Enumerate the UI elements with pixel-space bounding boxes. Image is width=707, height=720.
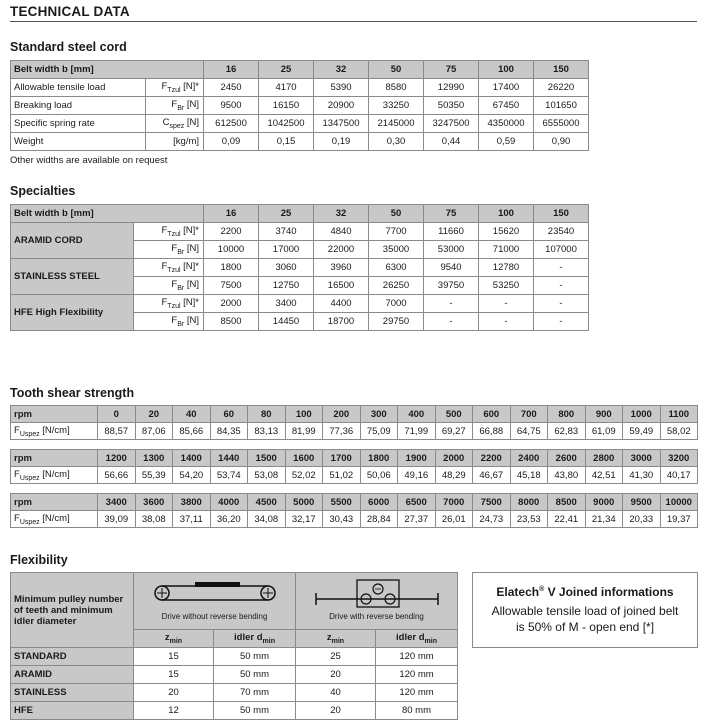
value-cell: 15620 [479, 223, 534, 241]
force-value: 81,99 [285, 423, 323, 440]
rpm-value: 10000 [660, 494, 698, 511]
value-cell: 39750 [424, 277, 479, 295]
force-value: 22,41 [548, 511, 586, 528]
rpm-value: 8500 [548, 494, 586, 511]
drive-without-reverse-label: Drive without reverse bending [161, 612, 268, 621]
value-cell: 20900 [314, 97, 369, 115]
value-cell: 16500 [314, 277, 369, 295]
value-cell: 2450 [204, 79, 259, 97]
joined-info-line2: is 50% of M - open end [*] [515, 620, 655, 634]
force-value: 53,74 [210, 467, 248, 484]
drive-without-reverse-cell [134, 573, 296, 630]
rpm-value: 800 [548, 406, 586, 423]
belt-width-label: Belt width b [mm] [11, 205, 204, 223]
force-value: 66,88 [473, 423, 511, 440]
rpm-label: rpm [11, 450, 98, 467]
force-value: 45,18 [510, 467, 548, 484]
force-value: 56,66 [98, 467, 136, 484]
force-value: 85,66 [173, 423, 211, 440]
value-cell: 1042500 [259, 115, 314, 133]
value-cell: 17000 [259, 241, 314, 259]
rpm-value: 3800 [173, 494, 211, 511]
flex-value: 40 [296, 684, 376, 702]
flex-row [11, 648, 458, 666]
rpm-value: 6000 [360, 494, 398, 511]
width-header: 75 [424, 61, 479, 79]
flex-header-label: Minimum pulley number of teeth and minimum idler diameter [11, 573, 134, 648]
force-value: 58,02 [660, 423, 698, 440]
force-value: 55,39 [135, 467, 173, 484]
force-value: 54,20 [173, 467, 211, 484]
force-value: 46,67 [473, 467, 511, 484]
rpm-value: 1400 [173, 450, 211, 467]
force-value: 48,29 [435, 467, 473, 484]
flex-value: 50 mm [214, 702, 296, 720]
force-value: 26,01 [435, 511, 473, 528]
flex-value: 12 [134, 702, 214, 720]
rpm-value: 1440 [210, 450, 248, 467]
flex-value: 120 mm [376, 666, 458, 684]
value-cell: 14450 [259, 313, 314, 331]
rpm-value: 1200 [98, 450, 136, 467]
force-value: 43,80 [548, 467, 586, 484]
value-cell: 9500 [204, 97, 259, 115]
symbol-cell: $F_{Tzul}$ [N]* [134, 295, 204, 313]
value-cell: 2145000 [369, 115, 424, 133]
symbol-cell: $F_{Br}$ [N] [134, 277, 204, 295]
flex-drawing-row [11, 573, 458, 630]
rpm-row [11, 494, 698, 511]
rpm-value: 9500 [623, 494, 661, 511]
rpm-value: 3400 [98, 494, 136, 511]
force-value: 52,02 [285, 467, 323, 484]
force-value: 59,49 [623, 423, 661, 440]
value-cell: 0,15 [259, 133, 314, 151]
value-cell: 8580 [369, 79, 424, 97]
width-header: 75 [424, 205, 479, 223]
specialties-section-title: Specialties [10, 184, 76, 198]
dmin-header: idler $d_{min}$ [376, 630, 458, 648]
belt-type-label: ARAMID [11, 666, 134, 684]
rpm-value: 7000 [435, 494, 473, 511]
property-label: Breaking load [11, 97, 146, 115]
specialty-row [11, 259, 589, 277]
rpm-label: rpm [11, 406, 98, 423]
force-label: $F_{Uspez}$ [N/cm] [11, 467, 98, 484]
value-cell: 22000 [314, 241, 369, 259]
rpm-label: rpm [11, 494, 98, 511]
force-value: 19,37 [660, 511, 698, 528]
force-row [11, 423, 698, 440]
value-cell: 3740 [259, 223, 314, 241]
force-value: 27,37 [398, 511, 436, 528]
specialties-header-row [11, 205, 589, 223]
rpm-value: 7500 [473, 494, 511, 511]
steel-table [10, 60, 589, 151]
force-row [11, 511, 698, 528]
force-value: 62,83 [548, 423, 586, 440]
value-cell: 7000 [369, 295, 424, 313]
rpm-value: 3600 [135, 494, 173, 511]
width-header: 50 [369, 205, 424, 223]
rpm-value: 2800 [585, 450, 623, 467]
value-cell: 12750 [259, 277, 314, 295]
specialty-row [11, 295, 589, 313]
rpm-value: 1600 [285, 450, 323, 467]
value-cell: 3400 [259, 295, 314, 313]
width-header: 25 [259, 205, 314, 223]
force-value: 20,33 [623, 511, 661, 528]
rpm-value: 20 [135, 406, 173, 423]
flex-value: 20 [134, 684, 214, 702]
value-cell: 107000 [534, 241, 589, 259]
rpm-value: 2600 [548, 450, 586, 467]
value-cell: 2000 [204, 295, 259, 313]
value-cell: - [534, 277, 589, 295]
value-cell: 2200 [204, 223, 259, 241]
flex-value: 15 [134, 666, 214, 684]
steel-note: Other widths are available on request [10, 155, 168, 166]
value-cell: 6555000 [534, 115, 589, 133]
value-cell: 6300 [369, 259, 424, 277]
symbol-cell: $F_{Br}$ [N] [146, 97, 204, 115]
force-value: 39,09 [98, 511, 136, 528]
value-cell: 1347500 [314, 115, 369, 133]
rpm-value: 3000 [623, 450, 661, 467]
rpm-value: 100 [285, 406, 323, 423]
value-cell: 7700 [369, 223, 424, 241]
force-value: 88,57 [98, 423, 136, 440]
rpm-value: 40 [173, 406, 211, 423]
flex-row [11, 702, 458, 720]
flex-value: 120 mm [376, 684, 458, 702]
zmin-header: $z_{min}$ [134, 630, 214, 648]
rpm-value: 5000 [285, 494, 323, 511]
value-cell: 50350 [424, 97, 479, 115]
rpm-value: 1100 [660, 406, 698, 423]
tooth-block [10, 493, 698, 528]
value-cell: 16150 [259, 97, 314, 115]
rpm-value: 2000 [435, 450, 473, 467]
property-label: Weight [11, 133, 146, 151]
property-label: Allowable tensile load [11, 79, 146, 97]
value-cell: 4840 [314, 223, 369, 241]
specialty-name: STAINLESS STEEL [11, 259, 134, 295]
force-value: 83,13 [248, 423, 286, 440]
width-header: 150 [534, 205, 589, 223]
value-cell: 26220 [534, 79, 589, 97]
flex-value: 20 [296, 666, 376, 684]
joined-info-line1: Allowable tensile load of joined belt [491, 604, 679, 618]
value-cell: 26250 [369, 277, 424, 295]
steel-row [11, 133, 589, 151]
force-value: 30,43 [323, 511, 361, 528]
value-cell: 3960 [314, 259, 369, 277]
rpm-value: 6500 [398, 494, 436, 511]
specialty-name: HFE High Flexibility [11, 295, 134, 331]
flex-section-title: Flexibility [10, 553, 68, 567]
force-value: 40,17 [660, 467, 698, 484]
width-header: 25 [259, 61, 314, 79]
rpm-value: 1900 [398, 450, 436, 467]
belt-type-label: STAINLESS [11, 684, 134, 702]
force-value: 75,09 [360, 423, 398, 440]
rpm-value: 4500 [248, 494, 286, 511]
force-value: 71,99 [398, 423, 436, 440]
width-header: 16 [204, 61, 259, 79]
value-cell: 0,90 [534, 133, 589, 151]
value-cell: 18700 [314, 313, 369, 331]
steel-section-title: Standard steel cord [10, 40, 127, 54]
value-cell: - [424, 295, 479, 313]
drive-with-reverse-cell [296, 573, 458, 630]
rpm-value: 1500 [248, 450, 286, 467]
rpm-value: 700 [510, 406, 548, 423]
value-cell: 612500 [204, 115, 259, 133]
value-cell: 0,30 [369, 133, 424, 151]
drive-with-reverse-label: Drive with reverse bending [329, 612, 424, 621]
force-value: 37,11 [173, 511, 211, 528]
title-divider [10, 21, 697, 22]
rpm-row [11, 450, 698, 467]
rpm-value: 80 [248, 406, 286, 423]
joined-info-title: Elatech® V Joined informations [496, 585, 674, 599]
value-cell: 17400 [479, 79, 534, 97]
rpm-value: 1700 [323, 450, 361, 467]
value-cell: 33250 [369, 97, 424, 115]
force-value: 64,75 [510, 423, 548, 440]
value-cell: 0,59 [479, 133, 534, 151]
width-header: 100 [479, 61, 534, 79]
flex-row [11, 666, 458, 684]
flex-value: 50 mm [214, 648, 296, 666]
page-title: TECHNICAL DATA [10, 4, 130, 19]
symbol-cell: $F_{Br}$ [N] [134, 313, 204, 331]
value-cell: 23540 [534, 223, 589, 241]
width-header: 32 [314, 61, 369, 79]
value-cell: - [534, 313, 589, 331]
rpm-value: 200 [323, 406, 361, 423]
rpm-value: 300 [360, 406, 398, 423]
flex-value: 25 [296, 648, 376, 666]
drive-with-reverse-icon [302, 577, 452, 611]
specialty-row [11, 223, 589, 241]
value-cell: 3060 [259, 259, 314, 277]
width-header: 16 [204, 205, 259, 223]
force-value: 38,08 [135, 511, 173, 528]
force-value: 23,53 [510, 511, 548, 528]
flex-value: 80 mm [376, 702, 458, 720]
rpm-value: 900 [585, 406, 623, 423]
force-value: 42,51 [585, 467, 623, 484]
drive-without-reverse-icon [140, 577, 290, 611]
steel-row [11, 79, 589, 97]
value-cell: 7500 [204, 277, 259, 295]
value-cell: 12780 [479, 259, 534, 277]
value-cell: 53000 [424, 241, 479, 259]
force-value: 51,02 [323, 467, 361, 484]
rpm-row [11, 406, 698, 423]
tooth-section-title: Tooth shear strength [10, 386, 135, 400]
flex-row [11, 684, 458, 702]
flex-value: 70 mm [214, 684, 296, 702]
steel-header-row [11, 61, 589, 79]
value-cell: 4170 [259, 79, 314, 97]
symbol-cell: $F_{Tzul}$ [N]* [134, 223, 204, 241]
rpm-value: 1800 [360, 450, 398, 467]
value-cell: 8500 [204, 313, 259, 331]
flex-value: 20 [296, 702, 376, 720]
tooth-block [10, 449, 698, 484]
value-cell: 11660 [424, 223, 479, 241]
force-value: 69,27 [435, 423, 473, 440]
value-cell: - [534, 259, 589, 277]
width-header: 100 [479, 205, 534, 223]
rpm-value: 8000 [510, 494, 548, 511]
force-value: 49,16 [398, 467, 436, 484]
steel-row [11, 115, 589, 133]
force-value: 24,73 [473, 511, 511, 528]
belt-type-label: STANDARD [11, 648, 134, 666]
rpm-value: 60 [210, 406, 248, 423]
value-cell: 0,19 [314, 133, 369, 151]
flex-value: 120 mm [376, 648, 458, 666]
value-cell: - [479, 313, 534, 331]
zmin-header: $z_{min}$ [296, 630, 376, 648]
value-cell: 0,44 [424, 133, 479, 151]
value-cell: 9540 [424, 259, 479, 277]
force-value: 28,84 [360, 511, 398, 528]
specialty-name: ARAMID CORD [11, 223, 134, 259]
width-header: 150 [534, 61, 589, 79]
value-cell: - [479, 295, 534, 313]
rpm-value: 5500 [323, 494, 361, 511]
symbol-cell: $F_{Br}$ [N] [134, 241, 204, 259]
joined-info-box [472, 572, 698, 648]
property-label: Specific spring rate [11, 115, 146, 133]
belt-type-label: HFE [11, 702, 134, 720]
rpm-value: 2400 [510, 450, 548, 467]
flex-table [10, 572, 458, 720]
symbol-cell: $F_{Tzul}$ [N]* [146, 79, 204, 97]
force-label: $F_{Uspez}$ [N/cm] [11, 423, 98, 440]
rpm-value: 1300 [135, 450, 173, 467]
belt-width-label: Belt width b [mm] [11, 61, 204, 79]
force-label: $F_{Uspez}$ [N/cm] [11, 511, 98, 528]
rpm-value: 500 [435, 406, 473, 423]
force-value: 41,30 [623, 467, 661, 484]
symbol-cell: $F_{Tzul}$ [N]* [134, 259, 204, 277]
specialties-table [10, 204, 589, 331]
value-cell: 4350000 [479, 115, 534, 133]
symbol-cell: [kg/m] [146, 133, 204, 151]
value-cell: 1800 [204, 259, 259, 277]
rpm-value: 1000 [623, 406, 661, 423]
value-cell: 29750 [369, 313, 424, 331]
width-header: 32 [314, 205, 369, 223]
rpm-value: 9000 [585, 494, 623, 511]
force-row [11, 467, 698, 484]
dmin-header: idler $d_{min}$ [214, 630, 296, 648]
force-value: 77,36 [323, 423, 361, 440]
tooth-block [10, 405, 698, 440]
value-cell: 71000 [479, 241, 534, 259]
force-value: 61,09 [585, 423, 623, 440]
value-cell: 35000 [369, 241, 424, 259]
value-cell: 0,09 [204, 133, 259, 151]
force-value: 21,34 [585, 511, 623, 528]
symbol-cell: $C_{spez}$ [N] [146, 115, 204, 133]
force-value: 50,06 [360, 467, 398, 484]
value-cell: 10000 [204, 241, 259, 259]
value-cell: - [534, 295, 589, 313]
value-cell: 101650 [534, 97, 589, 115]
value-cell: 67450 [479, 97, 534, 115]
rpm-value: 2200 [473, 450, 511, 467]
force-value: 84,35 [210, 423, 248, 440]
force-value: 53,08 [248, 467, 286, 484]
rpm-value: 3200 [660, 450, 698, 467]
value-cell: 3247500 [424, 115, 479, 133]
flex-value: 15 [134, 648, 214, 666]
value-cell: - [424, 313, 479, 331]
width-header: 50 [369, 61, 424, 79]
value-cell: 12990 [424, 79, 479, 97]
value-cell: 4400 [314, 295, 369, 313]
rpm-value: 600 [473, 406, 511, 423]
rpm-value: 0 [98, 406, 136, 423]
rpm-value: 400 [398, 406, 436, 423]
force-value: 32,17 [285, 511, 323, 528]
force-value: 36,20 [210, 511, 248, 528]
value-cell: 5390 [314, 79, 369, 97]
value-cell: 53250 [479, 277, 534, 295]
flex-value: 50 mm [214, 666, 296, 684]
rpm-value: 4000 [210, 494, 248, 511]
force-value: 34,08 [248, 511, 286, 528]
steel-row [11, 97, 589, 115]
force-value: 87,06 [135, 423, 173, 440]
